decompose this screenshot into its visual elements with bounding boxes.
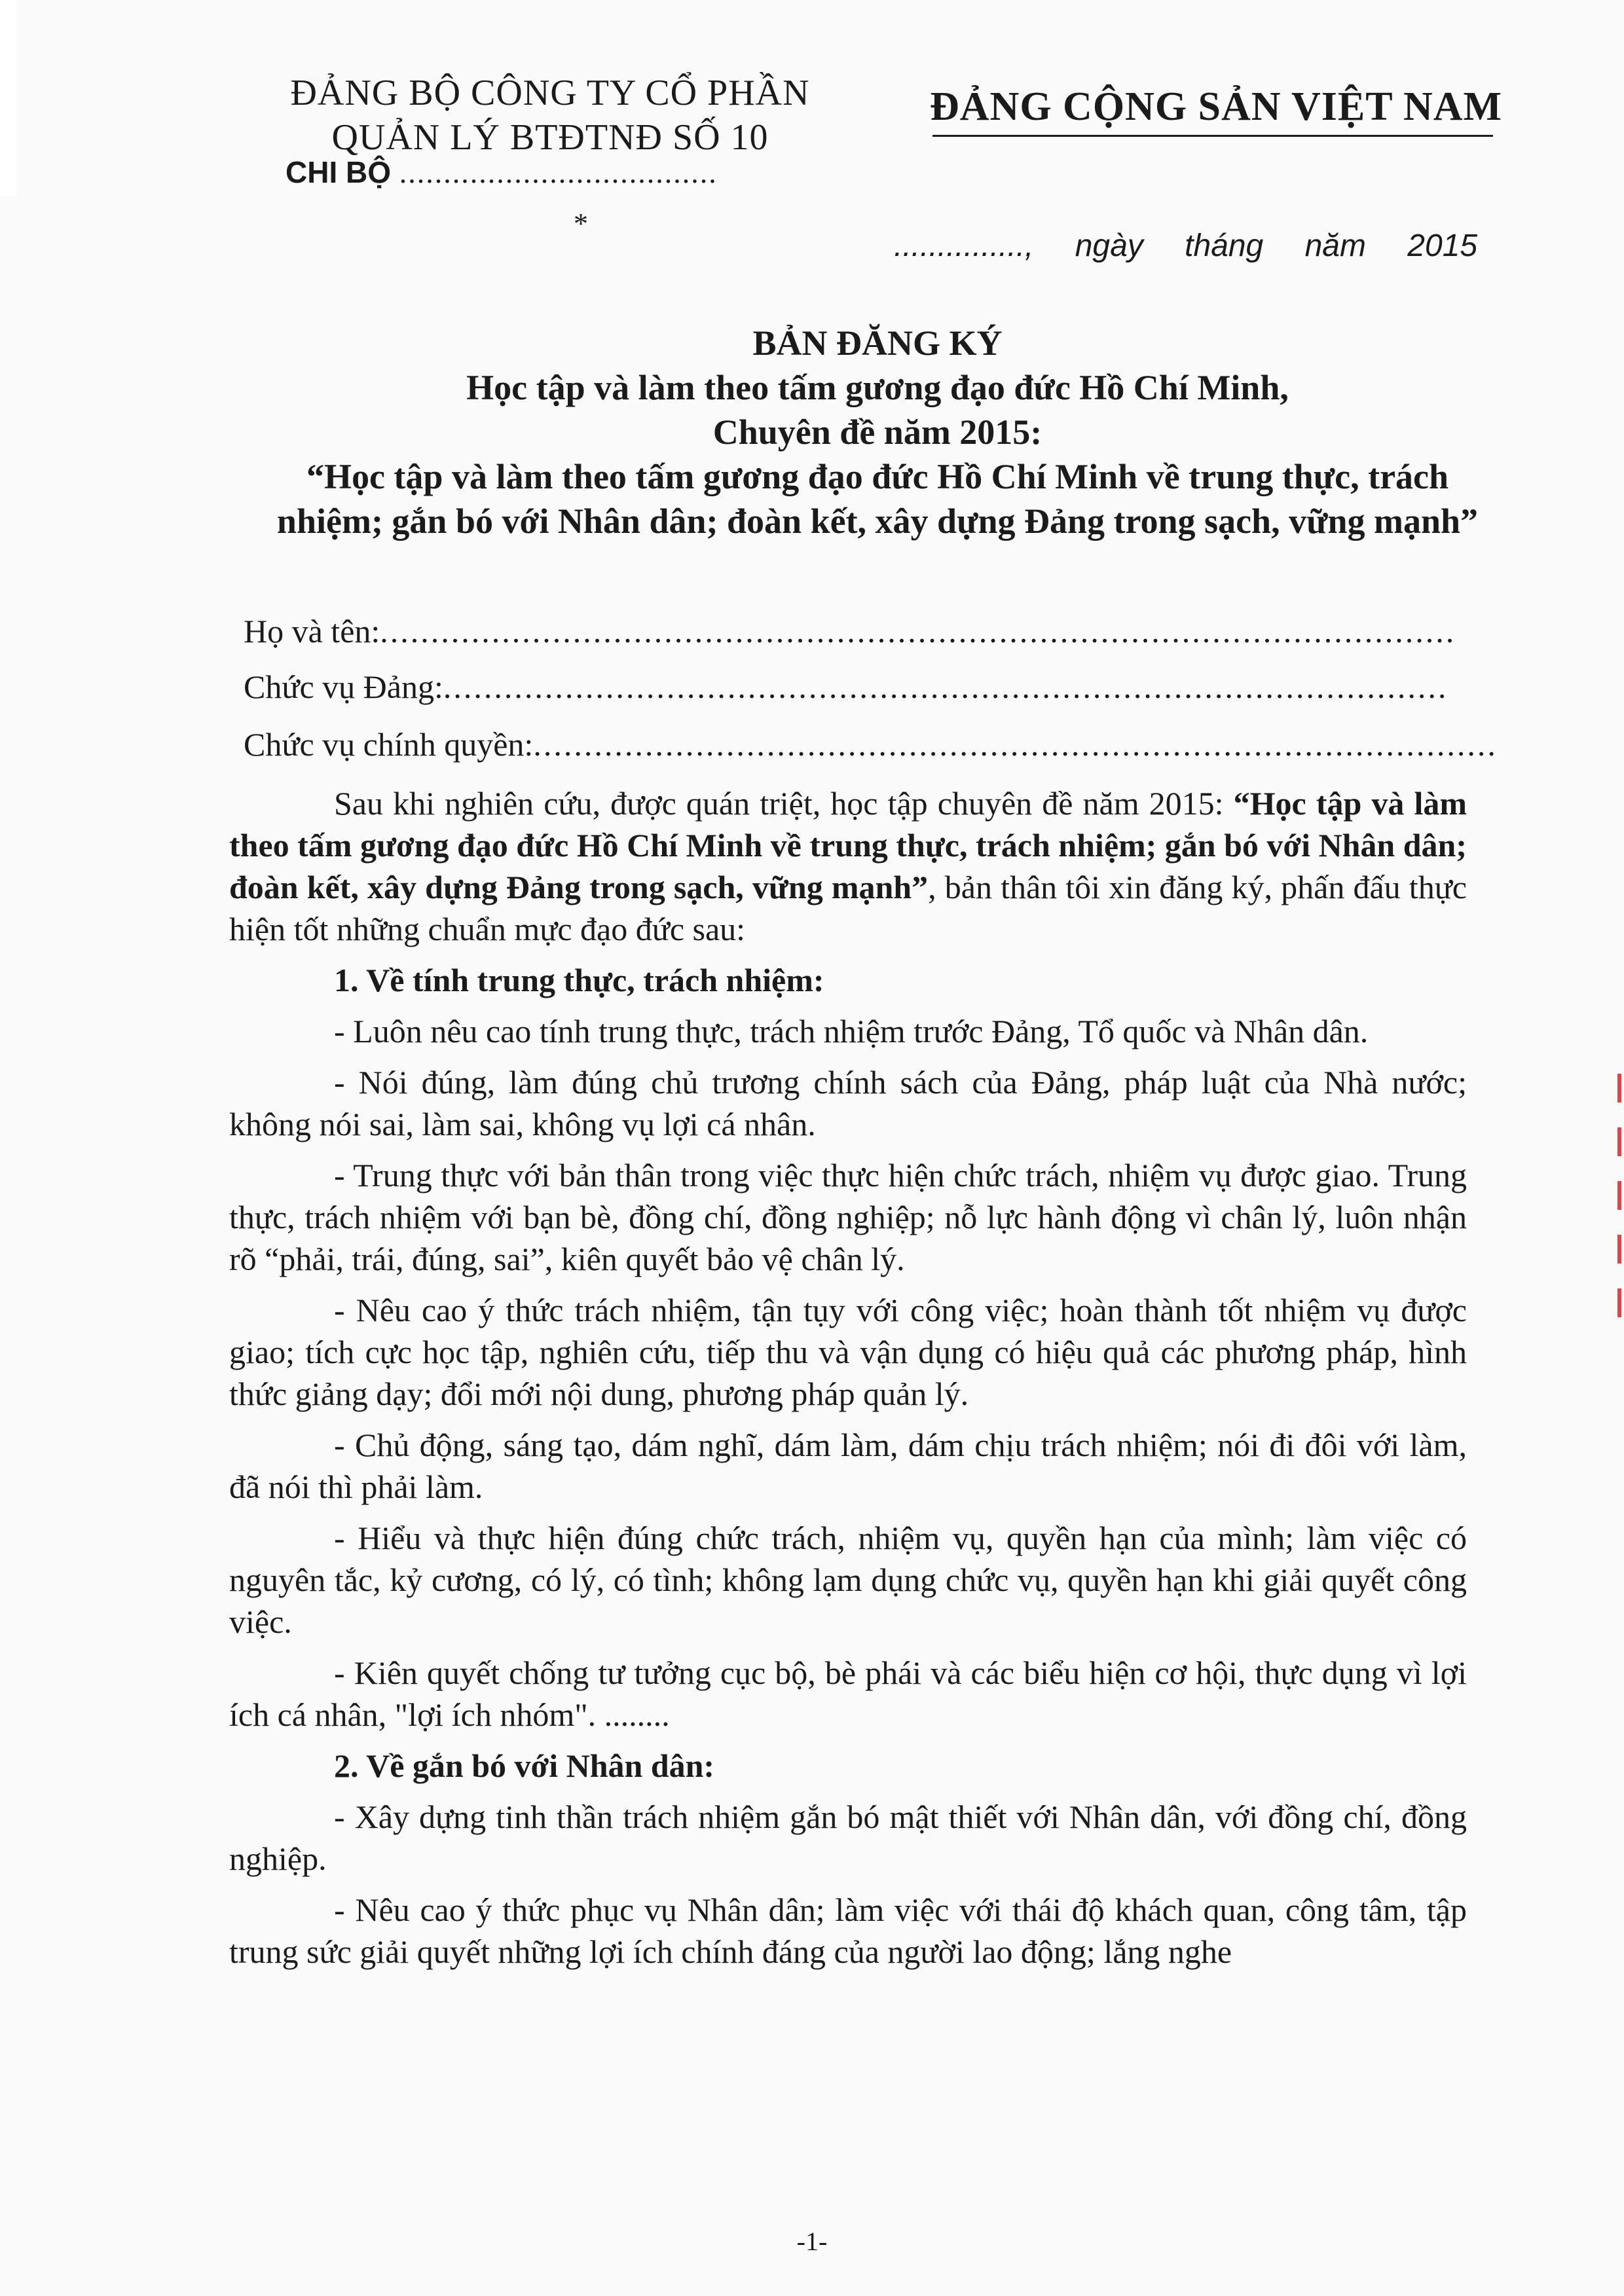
date-line: ..............., ngày tháng năm 2015 bbox=[894, 228, 1478, 263]
section-2-item: - Nêu cao ý thức phục vụ Nhân dân; làm việc với thái độ khách quan, công tâm, tập trung sức giải quyết những lợi ích chính đáng của người lao động; lắng nghe bbox=[229, 1891, 1467, 1970]
document-title bbox=[236, 321, 1519, 543]
section-1-item: - Chủ động, sáng tạo, dám nghĩ, dám làm, dám chịu trách nhiệm; nói đi đôi với làm, đã nói thì phải làm. bbox=[229, 1427, 1467, 1505]
section-1-item: - Trung thực với bản thân trong việc thực hiện chức trách, nhiệm vụ được giao. Trung thực, trách nhiệm với bạn bè, đồng chí, đồng nghiệp; nỗ lực hành động vì chân lý, luôn nhận rõ “phải, trái, đúng, sai”, kiên quyết bảo vệ chân lý. bbox=[229, 1157, 1467, 1277]
party-position-label: Chức vụ Đảng: bbox=[244, 668, 443, 705]
section-1-heading: 1. Về tính trung thực, trách nhiệm: bbox=[334, 962, 824, 998]
header-star: * bbox=[574, 208, 588, 240]
intro-quote: “Học tập và làm theo tấm gương đạo đức Hồ Chí Minh về trung thực, trách nhiệm; gắn bó với Nhân dân; đoàn kết, xây dựng Đảng trong sạch, vững mạnh” bbox=[229, 785, 1467, 905]
section-1-item: - Kiên quyết chống tư tưởng cục bộ, bè phái và các biểu hiện cơ hội, thực dụng vì lợi ích cá nhân, "lợi ích nhóm". ........ bbox=[229, 1654, 1467, 1733]
document-body bbox=[229, 782, 1467, 1982]
red-stamp-edge bbox=[1615, 1074, 1624, 1349]
section-1-item: - Nói đúng, làm đúng chủ trương chính sách của Đảng, pháp luật của Nhà nước; không nói sai, làm sai, không vụ lợi cá nhân. bbox=[229, 1064, 1467, 1142]
name-label: Họ và tên: bbox=[244, 613, 380, 649]
party-position-field bbox=[244, 668, 1448, 706]
gov-position-field bbox=[244, 725, 1498, 763]
chibo-label: CHI BỘ bbox=[286, 155, 391, 189]
org-line-2: QUẢN LÝ BTĐTNĐ SỐ 10 bbox=[331, 117, 769, 158]
section-2-item: - Xây dựng tinh thần trách nhiệm gắn bó mật thiết với Nhân dân, với đồng chí, đồng nghiệp. bbox=[229, 1798, 1467, 1877]
title-line-2: Học tập và làm theo tấm gương đạo đức Hồ Chí Minh, bbox=[466, 368, 1289, 407]
gov-position-dots: ............................................................................................... bbox=[533, 726, 1498, 763]
party-name-underline bbox=[932, 135, 1493, 137]
title-main: BẢN ĐĂNG KÝ bbox=[752, 323, 1003, 363]
chibo-dots: .................................... bbox=[399, 156, 718, 189]
section-1-item: - Nêu cao ý thức trách nhiệm, tận tụy với công việc; hoàn thành tốt nhiệm vụ được giao; tích cực học tập, nghiên cứu, tiếp thu và vận dụng có hiệu quả các phương pháp, hình thức giảng dạy; đổi mới nội dung, phương pháp quản lý. bbox=[229, 1292, 1467, 1412]
chibo-line bbox=[286, 155, 718, 190]
party-position-dots: ................................................................................................... bbox=[443, 668, 1449, 705]
gov-position-label: Chức vụ chính quyền: bbox=[244, 726, 534, 763]
scan-corner bbox=[0, 0, 17, 196]
title-line-4: “Học tập và làm theo tấm gương đạo đức Hồ Chí Minh về trung thực, trách bbox=[306, 457, 1449, 496]
intro-paragraph bbox=[229, 782, 1467, 950]
name-dots: .......................................................................................................... bbox=[380, 613, 1456, 649]
name-field bbox=[244, 612, 1456, 650]
page-number: -1- bbox=[796, 2227, 828, 2256]
section-1-item: - Hiểu và thực hiện đúng chức trách, nhiệm vụ, quyền hạn của mình; làm việc có nguyên tắc, kỷ cương, có lý, có tình; không lạm dụng chức vụ, quyền hạn khi giải quyết công việc. bbox=[229, 1520, 1467, 1640]
organization-header bbox=[282, 71, 819, 160]
intro-text-1: Sau khi nghiên cứu, được quán triệt, học tập chuyên đề năm 2015: bbox=[334, 785, 1234, 822]
org-line-1: ĐẢNG BỘ CÔNG TY CỔ PHẦN bbox=[290, 73, 810, 113]
section-2-heading: 2. Về gắn bó với Nhân dân: bbox=[334, 1747, 715, 1784]
intro-text-2: , bản thân tôi xin đăng ký, phấn đấu thực hiện tốt những chuẩn mực đạo đức sau: bbox=[229, 869, 1467, 947]
section-1-item: - Luôn nêu cao tính trung thực, trách nhiệm trước Đảng, Tổ quốc và Nhân dân. bbox=[334, 1013, 1369, 1049]
party-name: ĐẢNG CỘNG SẢN VIỆT NAM bbox=[930, 84, 1503, 129]
title-line-5: nhiệm; gắn bó với Nhân dân; đoàn kết, xây dựng Đảng trong sạch, vững mạnh” bbox=[276, 501, 1479, 541]
title-line-3: Chuyên đề năm 2015: bbox=[712, 412, 1043, 452]
